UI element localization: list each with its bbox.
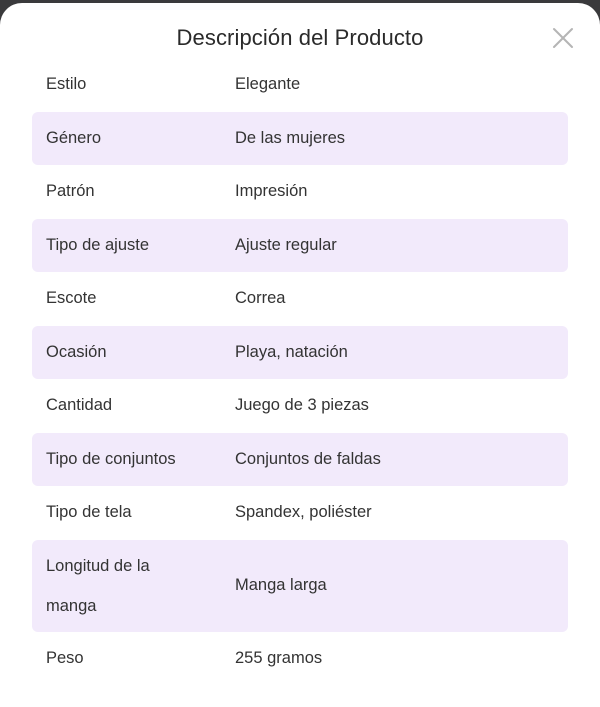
attribute-row-estilo: [32, 58, 568, 112]
attribute-label: Escote: [46, 289, 97, 308]
attribute-value: Ajuste regular: [235, 235, 337, 254]
attribute-label: Género: [46, 128, 102, 147]
attribute-value: Correa: [235, 289, 286, 308]
attribute-value: Playa, natación: [235, 342, 348, 361]
attribute-value: Elegante: [235, 75, 301, 94]
attribute-label: Cantidad: [46, 396, 113, 415]
attribute-label: Tipo de ajuste: [46, 235, 150, 254]
attribute-row-cantidad: [32, 379, 568, 433]
attribute-value: Spandex, poliéster: [235, 503, 372, 522]
attribute-value: 255 gramos: [235, 648, 323, 667]
attribute-row-tipo-de-ajuste: [32, 219, 568, 273]
attribute-row-tipo-de-tela: [32, 486, 568, 540]
attribute-label-line-1: Longitud de la: [46, 556, 150, 575]
attribute-row-peso: [32, 632, 568, 686]
close-button[interactable]: [552, 27, 574, 49]
attributes-table: [32, 58, 568, 685]
attribute-row-ocasion: [32, 326, 568, 380]
attribute-row-longitud-de-la-manga: [32, 540, 568, 632]
attribute-row-genero: [32, 112, 568, 166]
attribute-value: Conjuntos de faldas: [235, 449, 381, 468]
attribute-label: Estilo: [46, 75, 87, 94]
sheet-title: Descripción del Producto: [176, 25, 424, 50]
attribute-value: Juego de 3 piezas: [235, 396, 369, 415]
attribute-row-patron: [32, 165, 568, 219]
close-icon: [552, 27, 574, 49]
attribute-label: Patrón: [46, 182, 95, 201]
attribute-row-tipo-de-conjuntos: [32, 433, 568, 487]
attribute-label: [32, 546, 235, 626]
attribute-label-line-2: manga: [46, 596, 97, 615]
attribute-label: Tipo de tela: [46, 503, 132, 522]
attribute-value: Impresión: [235, 182, 308, 201]
attribute-row-escote: [32, 272, 568, 326]
attribute-label: Tipo de conjuntos: [46, 449, 176, 468]
attribute-value: De las mujeres: [235, 128, 346, 147]
attribute-label: Peso: [46, 648, 84, 667]
product-description-sheet: [0, 3, 600, 707]
attribute-value: Manga larga: [235, 576, 327, 594]
attribute-label: Ocasión: [46, 342, 107, 361]
